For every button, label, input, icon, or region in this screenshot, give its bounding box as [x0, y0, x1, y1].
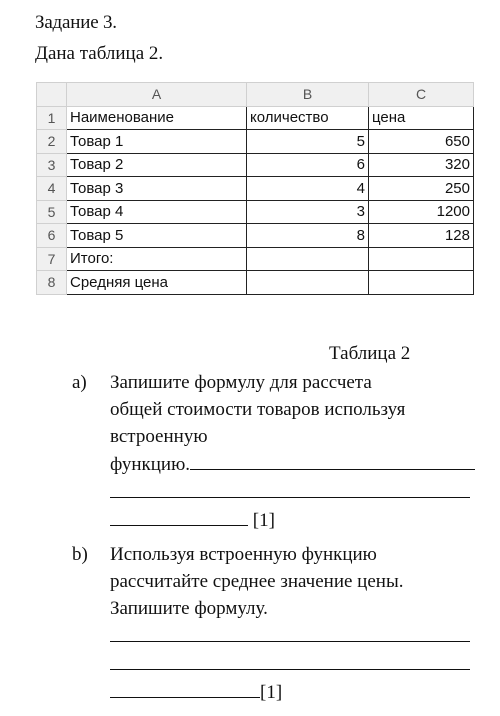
answer-blank[interactable] [110, 678, 260, 698]
task-a-line-3: встроенную [110, 426, 208, 447]
cell-b8 [247, 271, 369, 295]
answer-blank[interactable] [110, 478, 470, 498]
answer-blank[interactable] [110, 650, 470, 670]
task-b-line-6 [110, 678, 480, 706]
table-row [37, 200, 474, 224]
cell-a2: Товар 1 [67, 130, 247, 154]
table-row [37, 177, 474, 201]
row-header: 8 [37, 271, 67, 295]
cell-c3: 320 [369, 153, 474, 177]
task-b-points: [1] [260, 682, 283, 703]
table-caption: Таблица 2 [329, 343, 411, 364]
cell-b5: 3 [247, 200, 369, 224]
cell-b3: 6 [247, 153, 369, 177]
task-a-line-4 [110, 450, 480, 478]
row-header: 6 [37, 224, 67, 248]
task-b-line-4 [110, 622, 480, 650]
cell-a3: Товар 2 [67, 153, 247, 177]
table-row [37, 271, 474, 295]
task-a-line-1: Запишите формулу для рассчета [110, 372, 372, 393]
cell-a8: Средняя цена [67, 271, 247, 295]
cell-a7: Итого: [67, 247, 247, 271]
task-a-line-4-text: функцию. [110, 454, 191, 475]
task-b-line-3: Запишите формулу. [110, 598, 268, 619]
cell-c2: 650 [369, 130, 474, 154]
task-subtitle: Дана таблица 2. [35, 43, 164, 64]
table-row [37, 224, 474, 248]
row-header: 3 [37, 153, 67, 177]
task-b-marker: b) [72, 544, 88, 565]
cell-c5: 1200 [369, 200, 474, 224]
cell-c4: 250 [369, 177, 474, 201]
row-header: 7 [37, 247, 67, 271]
column-header-a: A [67, 83, 247, 107]
row-header: 4 [37, 177, 67, 201]
cell-b7 [247, 247, 369, 271]
column-header-c: C [369, 83, 474, 107]
table-row [37, 247, 474, 271]
cell-b1: количество [247, 106, 369, 130]
cell-c1: цена [369, 106, 474, 130]
task-title: Задание 3. [35, 12, 117, 33]
answer-blank[interactable] [190, 450, 475, 470]
row-header: 5 [37, 200, 67, 224]
task-a-line-5 [110, 478, 480, 506]
corner-cell [37, 83, 67, 107]
task-a-line-2: общей стоимости товаров используя [110, 399, 406, 420]
column-header-b: B [247, 83, 369, 107]
cell-c8 [369, 271, 474, 295]
cell-a6: Товар 5 [67, 224, 247, 248]
table-row [37, 106, 474, 130]
task-a-line-6 [110, 506, 480, 534]
cell-b6: 8 [247, 224, 369, 248]
cell-c7 [369, 247, 474, 271]
task-a-body [110, 369, 480, 534]
cell-a1: Наименование [67, 106, 247, 130]
column-header-row [37, 83, 474, 107]
table-row [37, 153, 474, 177]
row-header: 2 [37, 130, 67, 154]
cell-a4: Товар 3 [67, 177, 247, 201]
row-header: 1 [37, 106, 67, 130]
table-row [37, 130, 474, 154]
answer-blank[interactable] [110, 622, 470, 642]
cell-a5: Товар 4 [67, 200, 247, 224]
task-a-marker: a) [72, 372, 87, 393]
cell-b4: 4 [247, 177, 369, 201]
task-b-line-5 [110, 650, 480, 678]
spreadsheet-table [36, 82, 474, 295]
cell-c6: 128 [369, 224, 474, 248]
task-b-line-1: Используя встроенную функцию [110, 544, 377, 565]
task-a-points: [1] [252, 510, 275, 531]
cell-b2: 5 [247, 130, 369, 154]
answer-blank[interactable] [110, 506, 248, 526]
task-b-line-2: рассчитайте среднее значение цены. [110, 571, 404, 592]
task-b-body [110, 541, 480, 706]
